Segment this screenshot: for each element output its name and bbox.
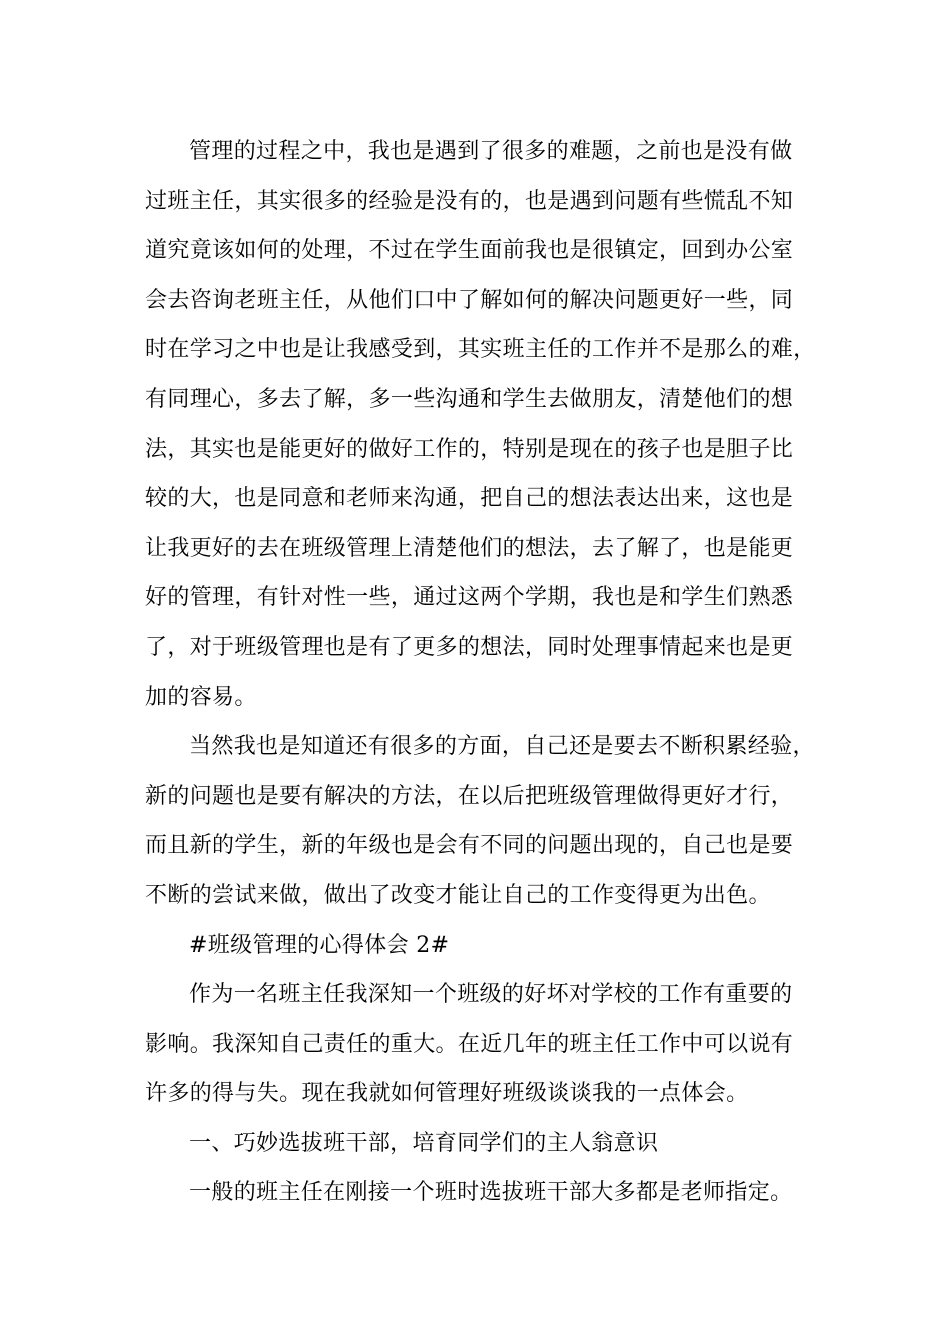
heading-line: 一、巧妙选拔班干部，培育同学们的主人翁意识 [189, 1130, 659, 1156]
paragraph-1 [145, 127, 845, 722]
text-line: 法，其实也是能更好的做好工作的，特别是现在的孩子也是胆子比 [145, 436, 794, 462]
heading-line: #班级管理的心得体会 2# [189, 932, 450, 958]
text-line: 较的大，也是同意和老师来沟通，把自己的想法表达出来，这也是 [145, 486, 794, 512]
text-line: 当然我也是知道还有很多的方面，自己还是要去不断积累经验， [189, 734, 815, 760]
text-line: 过班主任，其实很多的经验是没有的，也是遇到问题有些慌乱不知 [145, 188, 794, 214]
text-line: 会去咨询老班主任，从他们口中了解如何的解决问题更好一些，同 [145, 287, 794, 313]
text-line: 道究竟该如何的处理，不过在学生面前我也是很镇定，回到办公室 [145, 238, 794, 264]
text-line: 加的容易。 [145, 684, 257, 710]
subheading-1 [145, 1119, 845, 1169]
text-line: 作为一名班主任我深知一个班级的好坏对学校的工作有重要的 [189, 982, 793, 1008]
text-line: 好的管理，有针对性一些，通过这两个学期，我也是和学生们熟悉 [145, 585, 794, 611]
text-line: 新的问题也是要有解决的方法，在以后把班级管理做得更好才行， [145, 783, 794, 809]
text-line: 了，对于班级管理也是有了更多的想法，同时处理事情起来也是更 [145, 634, 794, 660]
document-body [145, 127, 845, 1218]
section-heading-2 [145, 921, 845, 971]
text-line: 时在学习之中也是让我感受到，其实班主任的工作并不是那么的难， [145, 337, 816, 363]
text-line: 不断的尝试来做，做出了改变才能让自己的工作变得更为出色。 [145, 882, 771, 908]
text-line: 一般的班主任在刚接一个班时选拔班干部大多都是老师指定。 [189, 1180, 793, 1206]
text-line: 而且新的学生，新的年级也是会有不同的问题出现的，自己也是要 [145, 833, 794, 859]
text-line: 有同理心，多去了解，多一些沟通和学生去做朋友，清楚他们的想 [145, 386, 794, 412]
paragraph-3 [145, 970, 845, 1119]
paragraph-2 [145, 722, 845, 920]
text-line: 管理的过程之中，我也是遇到了很多的难题，之前也是没有做 [189, 139, 793, 164]
text-line: 让我更好的去在班级管理上清楚他们的想法，去了解了，也是能更 [145, 535, 794, 561]
text-line: 许多的得与失。现在我就如何管理好班级谈谈我的一点体会。 [145, 1081, 749, 1107]
paragraph-4 [145, 1168, 845, 1218]
text-line: 影响。我深知自己责任的重大。在近几年的班主任工作中可以说有 [145, 1031, 794, 1057]
